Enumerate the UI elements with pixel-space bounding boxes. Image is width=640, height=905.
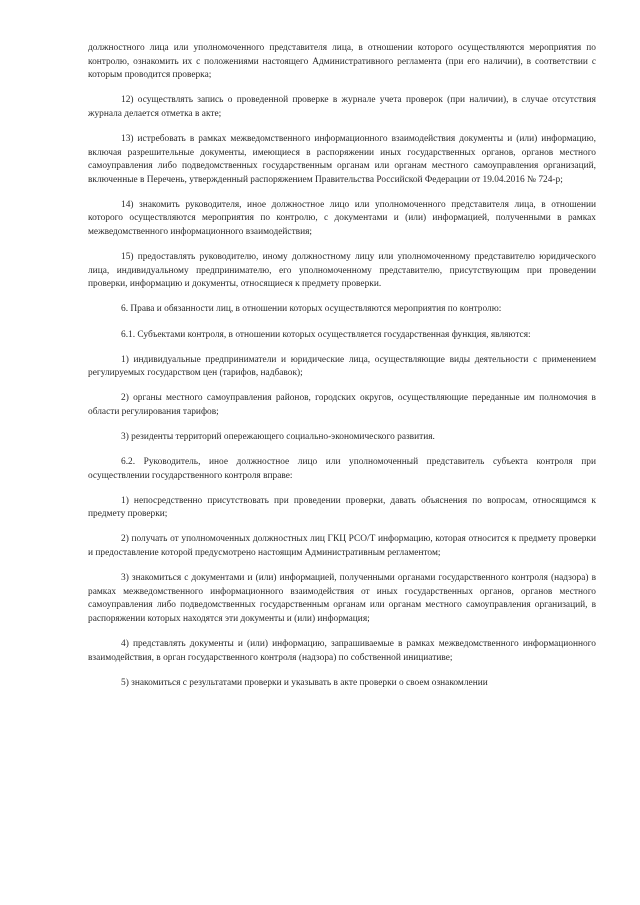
section-6-heading: 6. Права и обязанности лиц, в отношении которых осуществляются мероприятия по контролю: <box>121 304 502 315</box>
section-6-2-item-1: 1) непосредственно присутствовать при проведении проверки, давать объяснения по вопросам, относящимся к предмету проверки; <box>88 495 596 520</box>
section-6-2-item-3: 3) знакомиться с документами и (или) информацией, полученными органами государственного контроля (надзора) в рамках межведомственного информационного взаимодействия от иных государственных органов, органов местного самоуправления либо подведомственных государственным органам или органам местного самоуправления организаций, в распоряжении которых находятся эти документы и (или) информация; <box>88 573 596 624</box>
paragraph-item-15: 15) предоставлять руководителю, иному должностному лицу или уполномоченному представителю юридического лица, индивидуальному предпринимателю, его уполномоченному представителю, присутствующим при проведении проверки, информацию и документы, относящиеся к предмету проверки. <box>88 252 596 290</box>
paragraph-item-13: 13) истребовать в рамках межведомственного информационного взаимодействия документы и (или) информацию, включая разрешительные документы, имеющиеся в распоряжении иных государственных органов, органов местного самоуправления либо подведомственных государственным органам или органам местного самоуправления организаций, включенные в Перечень, утвержденный распоряжением Правительства Российской Федерации от 19.04.2016 № 724-р; <box>88 133 596 185</box>
section-6-1-item-3: 3) резиденты территорий опережающего социально-экономического развития. <box>121 431 435 442</box>
section-6-2: 6.2. Руководитель, иное должностное лицо или уполномоченный представитель субъекта контроля при осуществлении государственного контроля вправе: <box>88 457 596 481</box>
section-6-1-item-1: 1) индивидуальные предприниматели и юридические лица, осуществляющие виды деятельности с применением регулируемых государством цен (тарифов, надбавок); <box>88 354 596 379</box>
section-6-2-item-5: 5) знакомиться с результатами проверки и указывать в акте проверки о своем ознакомлении <box>121 677 488 688</box>
paragraph-item-14: 14) знакомить руководителя, иное должностное лицо или уполномоченного представителя лица, в отношении которого осуществляются мероприятия по контролю, с документами и (или) информацией, полученными в рамках межведомственного информационного взаимодействия; <box>88 199 596 238</box>
section-6-1: 6.1. Субъектами контроля, в отношении которых осуществляется государственная функция, являются: <box>121 329 531 340</box>
section-6-2-item-4: 4) представлять документы и (или) информацию, запрашиваемые в рамках межведомственного информационного взаимодействия, в орган государственного контроля (надзора) по собственной инициативе; <box>88 639 596 663</box>
section-6-2-item-2: 2) получать от уполномоченных должностных лиц ГКЦ РСО/Т информацию, которая относится к предмету проверки и предоставление которой предусмотрено настоящим Административным регламентом; <box>88 534 596 559</box>
paragraph-continuation: должностного лица или уполномоченного представителя лица, в отношении которого осуществляются мероприятия по контролю, ознакомить их с положениями настоящего Административного регламента (при его наличии), в соответствии с которым проводится проверка; <box>88 43 596 81</box>
section-6-1-item-2: 2) органы местного самоуправления районов, городских округов, осуществляющие переданные им полномочия в области регулирования тарифов; <box>88 393 596 417</box>
paragraph-item-12: 12) осуществлять запись о проведенной проверке в журнале учета проверок (при наличии), в случае отсутствия журнала делается отметка в акте; <box>88 95 596 119</box>
